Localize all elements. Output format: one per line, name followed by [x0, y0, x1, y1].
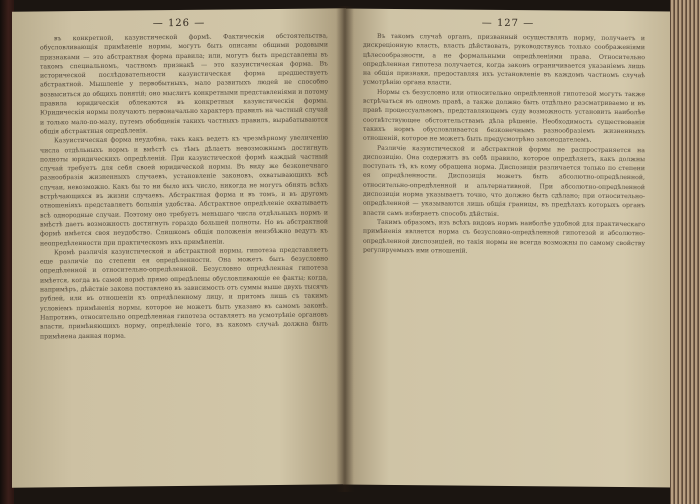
paragraph: Такимъ образомъ, изъ всѣхъ видовъ нормъ наиболѣе удобной для практическаго примѣненія является норма съ безусловно-опредѣленной гипотезой и абсолютно-опредѣленной диспозиціей, но такія нормы не всегда возможны по самому свойству регулируемыхъ ими отношеній. — [363, 218, 645, 255]
paragraph: Казуистическая форма неудобна, такъ какъ ведетъ къ чрезмѣрному увеличенію числа отдѣльныхъ нормъ и вмѣстѣ съ тѣмъ дѣлаетъ невозможнымъ достигнуть полноты юридическихъ опредѣленій. При казуистической формѣ каждый частный случай требуетъ для себя своей юридической нормы. Въ виду же безконечнаго разнообразія жизненныхъ случаевъ, установленіе законовъ, охватывающихъ всѣ случаи, невозможно. Какъ бы то ни было ихъ число, никогда не могутъ обнять всѣхъ встрѣчающихся въ жизни случаевъ. Абстрактная форма и въ томъ, и въ другомъ отношеніяхъ представляетъ большія удобства. Абстрактное опредѣленіе охватываетъ всѣ однородные случаи. Поэтому оно требуетъ меньшаго числа отдѣльныхъ нормъ и вмѣстѣ даетъ возможность достигнуть гораздо большей полноты. Но въ абстрактной формѣ имѣется своя неудобство. Слишкомъ общія положенія неизбѣжно ведутъ къ неопредѣленности при практическомъ ихъ примѣненіи. — [40, 134, 328, 247]
page-stack-edge — [670, 0, 700, 504]
right-page-number: — 127 — — [481, 17, 535, 30]
paragraph: Въ такомъ случаѣ органъ, призванный осуществлять норму, получаетъ и дискреціонную власть, власть дѣйствовать, руководствуясь только соображеніями цѣлесообразности, а не формальными опредѣленіями права. Относительно опредѣленная гипотеза получается, когда законъ ограничивается указаніемъ лишь на общія признаки, предоставляя ихъ установленіе въ каждомъ частномъ случаѣ усмотрѣнію органа власти. — [363, 32, 645, 87]
paragraph: Кромѣ различія казуистической и абстрактной нормы, гипотеза представляетъ еще различіе по степени ея опредѣленности. Она можетъ быть безусловно опредѣленной и относительно-опредѣленной. Безусловно опредѣленная гипотеза имѣется, когда въ самой нормѣ прямо опредѣлены обусловливающіе ее факты; когда, напримѣръ, дѣйствіе закона поставлено въ зависимость отъ суммы выше двухъ тысячъ рублей, или въ отношеніи къ опредѣленному лицу, и притомъ лишь съ такимъ условіемъ примѣненія нормы, которое не можетъ быть указано въ самомъ законѣ. Напротивъ, относительно опредѣленная гипотеза оставляетъ на усмотрѣніе органовъ власти, примѣняющихъ норму, опредѣленіе того, въ какомъ случаѣ должна быть примѣнена данная норма. — [40, 246, 328, 340]
paragraph: Нормы съ безусловно или относительно опредѣленной гипотезой могутъ также встрѣчаться въ одномъ правѣ, а также должно быть отдѣльно разсматриваемо и въ правѣ процессуальномъ, представляющемъ суду возможность установить наиболѣе соотвѣтствующее обстоятельствамъ дѣла рѣшеніе. Необходимость существованія такихъ нормъ обусловливается безконечнымъ разнообразіемъ жизненныхъ отношеній, которое не можетъ быть предусмотрѣно законодателемъ. — [363, 88, 645, 144]
left-page-number: — 126 — — [152, 17, 206, 30]
book-gutter — [336, 6, 354, 492]
right-page-text — [343, 32, 673, 258]
right-page — [343, 9, 673, 488]
paragraph: Различіе казуистической и абстрактной формы не распространяется на диспозицію. Она содержитъ въ себѣ правило, которое опредѣляетъ, какъ должны поступать тѣ, къ кому обращена норма. Диспозиція различается только по степени ея опредѣленности. Диспозиція можетъ быть абсолютно-опредѣленной, относительно-опредѣленной и альтернативной. При абсолютно-опредѣленной диспозиціи норма указываетъ точно, что должно быть сдѣлано; при относительно-опредѣленной — указываются лишь общія границы, въ предѣлахъ которыхъ органъ власти самъ избираетъ способъ дѣйствія. — [363, 144, 645, 218]
paragraph: въ конкретной, казуистической формѣ. Фактическія обстоятельства, обусловливающія примѣненіе нормы, могутъ быть описаны общими родовыми признаками — это абстрактная форма правила; или, могутъ быть представлены въ такомъ специальномъ, частномъ признакѣ — это казуистическая форма. Въ исторической послѣдовательности казуистическая форма предшествуетъ абстрактной. Мышленіе у первобытныхъ, мало развитыхъ людей не способно возвыситься до общихъ понятій; оно мыслитъ конкретными представленіями и потому правила юридическія облекаются въ конкретныя казуистическія формы. Юридическія нормы получаютъ первоначально характеръ правилъ на частный случай и только мало-по-малу, путемъ обобщенія такихъ частныхъ правилъ, вырабатываются общія абстрактныя опредѣленія. — [40, 32, 328, 136]
left-page-text — [12, 31, 346, 341]
left-page — [12, 8, 346, 487]
